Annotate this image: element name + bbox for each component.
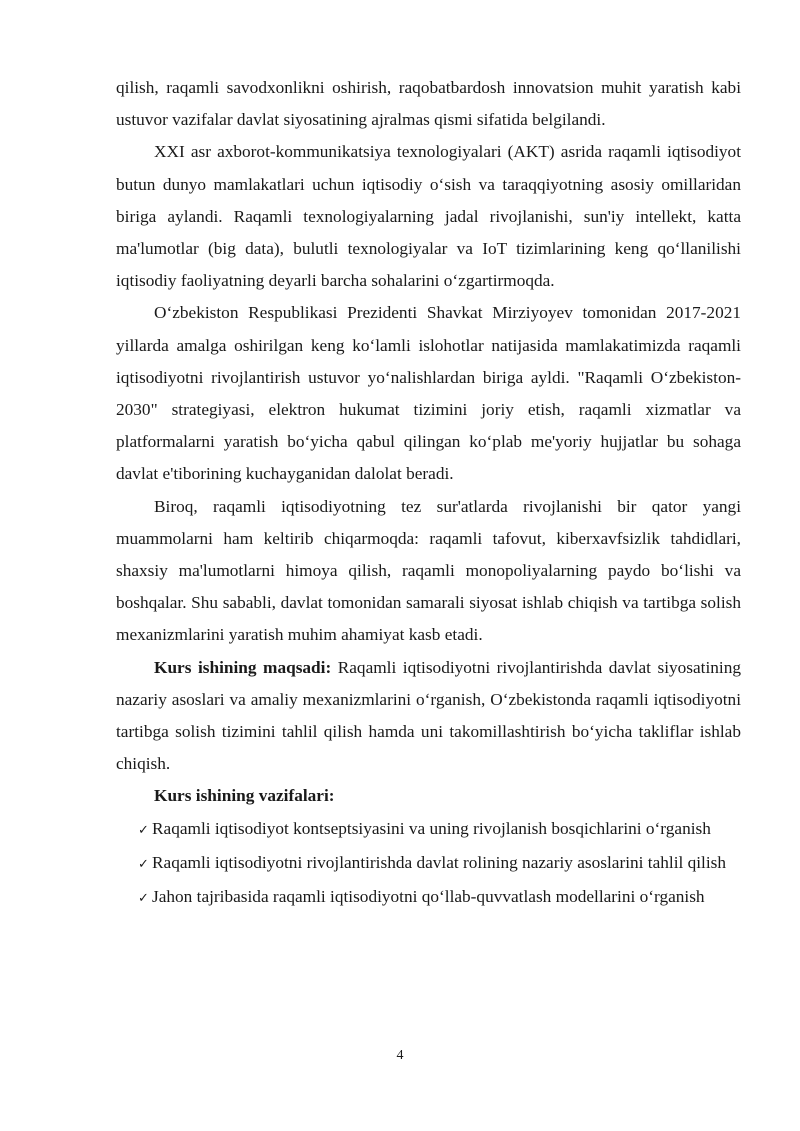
page-content: [116, 72, 741, 915]
paragraph-problems: Biroq, raqamli iqtisodiyotning tez sur'atlarda rivojlanishi bir qator yangi muammolarni ham keltirib chiqarmoqda: raqamli tafovut, kiberxavfsizlik tahdidlari, shaxsiy ma'lumotlarni himoya qilish, raqamli monopoliyalarning paydo bo‘lishi va boshqalar. Shu sababli, davlat tomonidan samarali siyosat ishlab chiqish va tartibga solish mexanizmlarini yaratish muhim ahamiyat kasb etadi.: [116, 496, 741, 645]
tasks-heading-text: Kurs ishining vazifalari:: [154, 786, 335, 806]
checkmark-icon: ✓: [138, 891, 149, 907]
page-number: 4: [396, 1048, 404, 1063]
tasks-heading: [116, 780, 741, 812]
task-item-text: Raqamli iqtisodiyotni rivojlantirishda davlat rolining nazariy asoslarini tahlil qilish: [152, 852, 727, 872]
paragraph-continued: qilish, raqamli savodxonlikni oshirish, raqobatbardosh innovatsion muhit yaratish kabi ustuvor vazifalar davlat siyosatining ajralmas qismi sifatida belgilandi.: [116, 78, 741, 130]
task-item: [116, 813, 741, 847]
task-item: [116, 847, 741, 881]
goal-text: Raqamli iqtisodiyotni rivojlantirishda davlat siyosatining nazariy asoslari va amaliy mexanizmlarini o‘rganish, O‘zbekistonda raqamli iqtisodiyotni tartibga solish tizimini tahlil qilish hamda uni takomillashtirish bo‘yicha takliflar ishlab chiqish.: [116, 657, 741, 774]
checkmark-icon: ✓: [138, 856, 149, 872]
paragraph-goal: [116, 652, 741, 781]
task-item-text: Raqamli iqtisodiyot kontseptsiyasini va uning rivojlanish bosqichlarini o‘rganish: [152, 818, 711, 838]
task-item: [116, 881, 741, 915]
paragraph-ict-era: XXI asr axborot-kommunikatsiya texnologiyalari (AKT) asrida raqamli iqtisodiyot butun dunyo mamlakatlari uchun iqtisodiy o‘sish va taraqqiyotning asosiy omillaridan biriga aylandi. Raqamli texnologiyalarning jadal rivojlanishi, sun'iy intellekt, katta ma'lumotlar (big data), bulutli texnologiyalar va IoT tizimlarining keng qo‘llanilishi iqtisodiy faoliyatning deyarli barcha sohalarini o‘zgartirmoqda.: [116, 142, 741, 291]
goal-label: Kurs ishining maqsadi:: [154, 657, 332, 677]
paragraph-uzbekistan-reforms: O‘zbekiston Respublikasi Prezidenti Shavkat Mirziyoyev tomonidan 2017-2021 yillarda amalga oshirilgan keng ko‘lamli islohotlar natijasida mamlakatimizda raqamli iqtisodiyotni rivojlantirish ustuvor yo‘nalishlardan biriga ayldi. "Raqamli O‘zbekiston-2030" strategiyasi, elektron hukumat tizimini joriy etish, raqamli xizmatlar va platformalarni yaratish bo‘yicha qabul qilingan ko‘plab me'yoriy hujjatlar bu sohaga davlat e'tiborining kuchayganidan dalolat beradi.: [116, 303, 741, 484]
task-item-text: Jahon tajribasida raqamli iqtisodiyotni qo‘llab-quvvatlash modellarini o‘rganish: [152, 887, 705, 907]
checkmark-icon: ✓: [138, 822, 149, 838]
